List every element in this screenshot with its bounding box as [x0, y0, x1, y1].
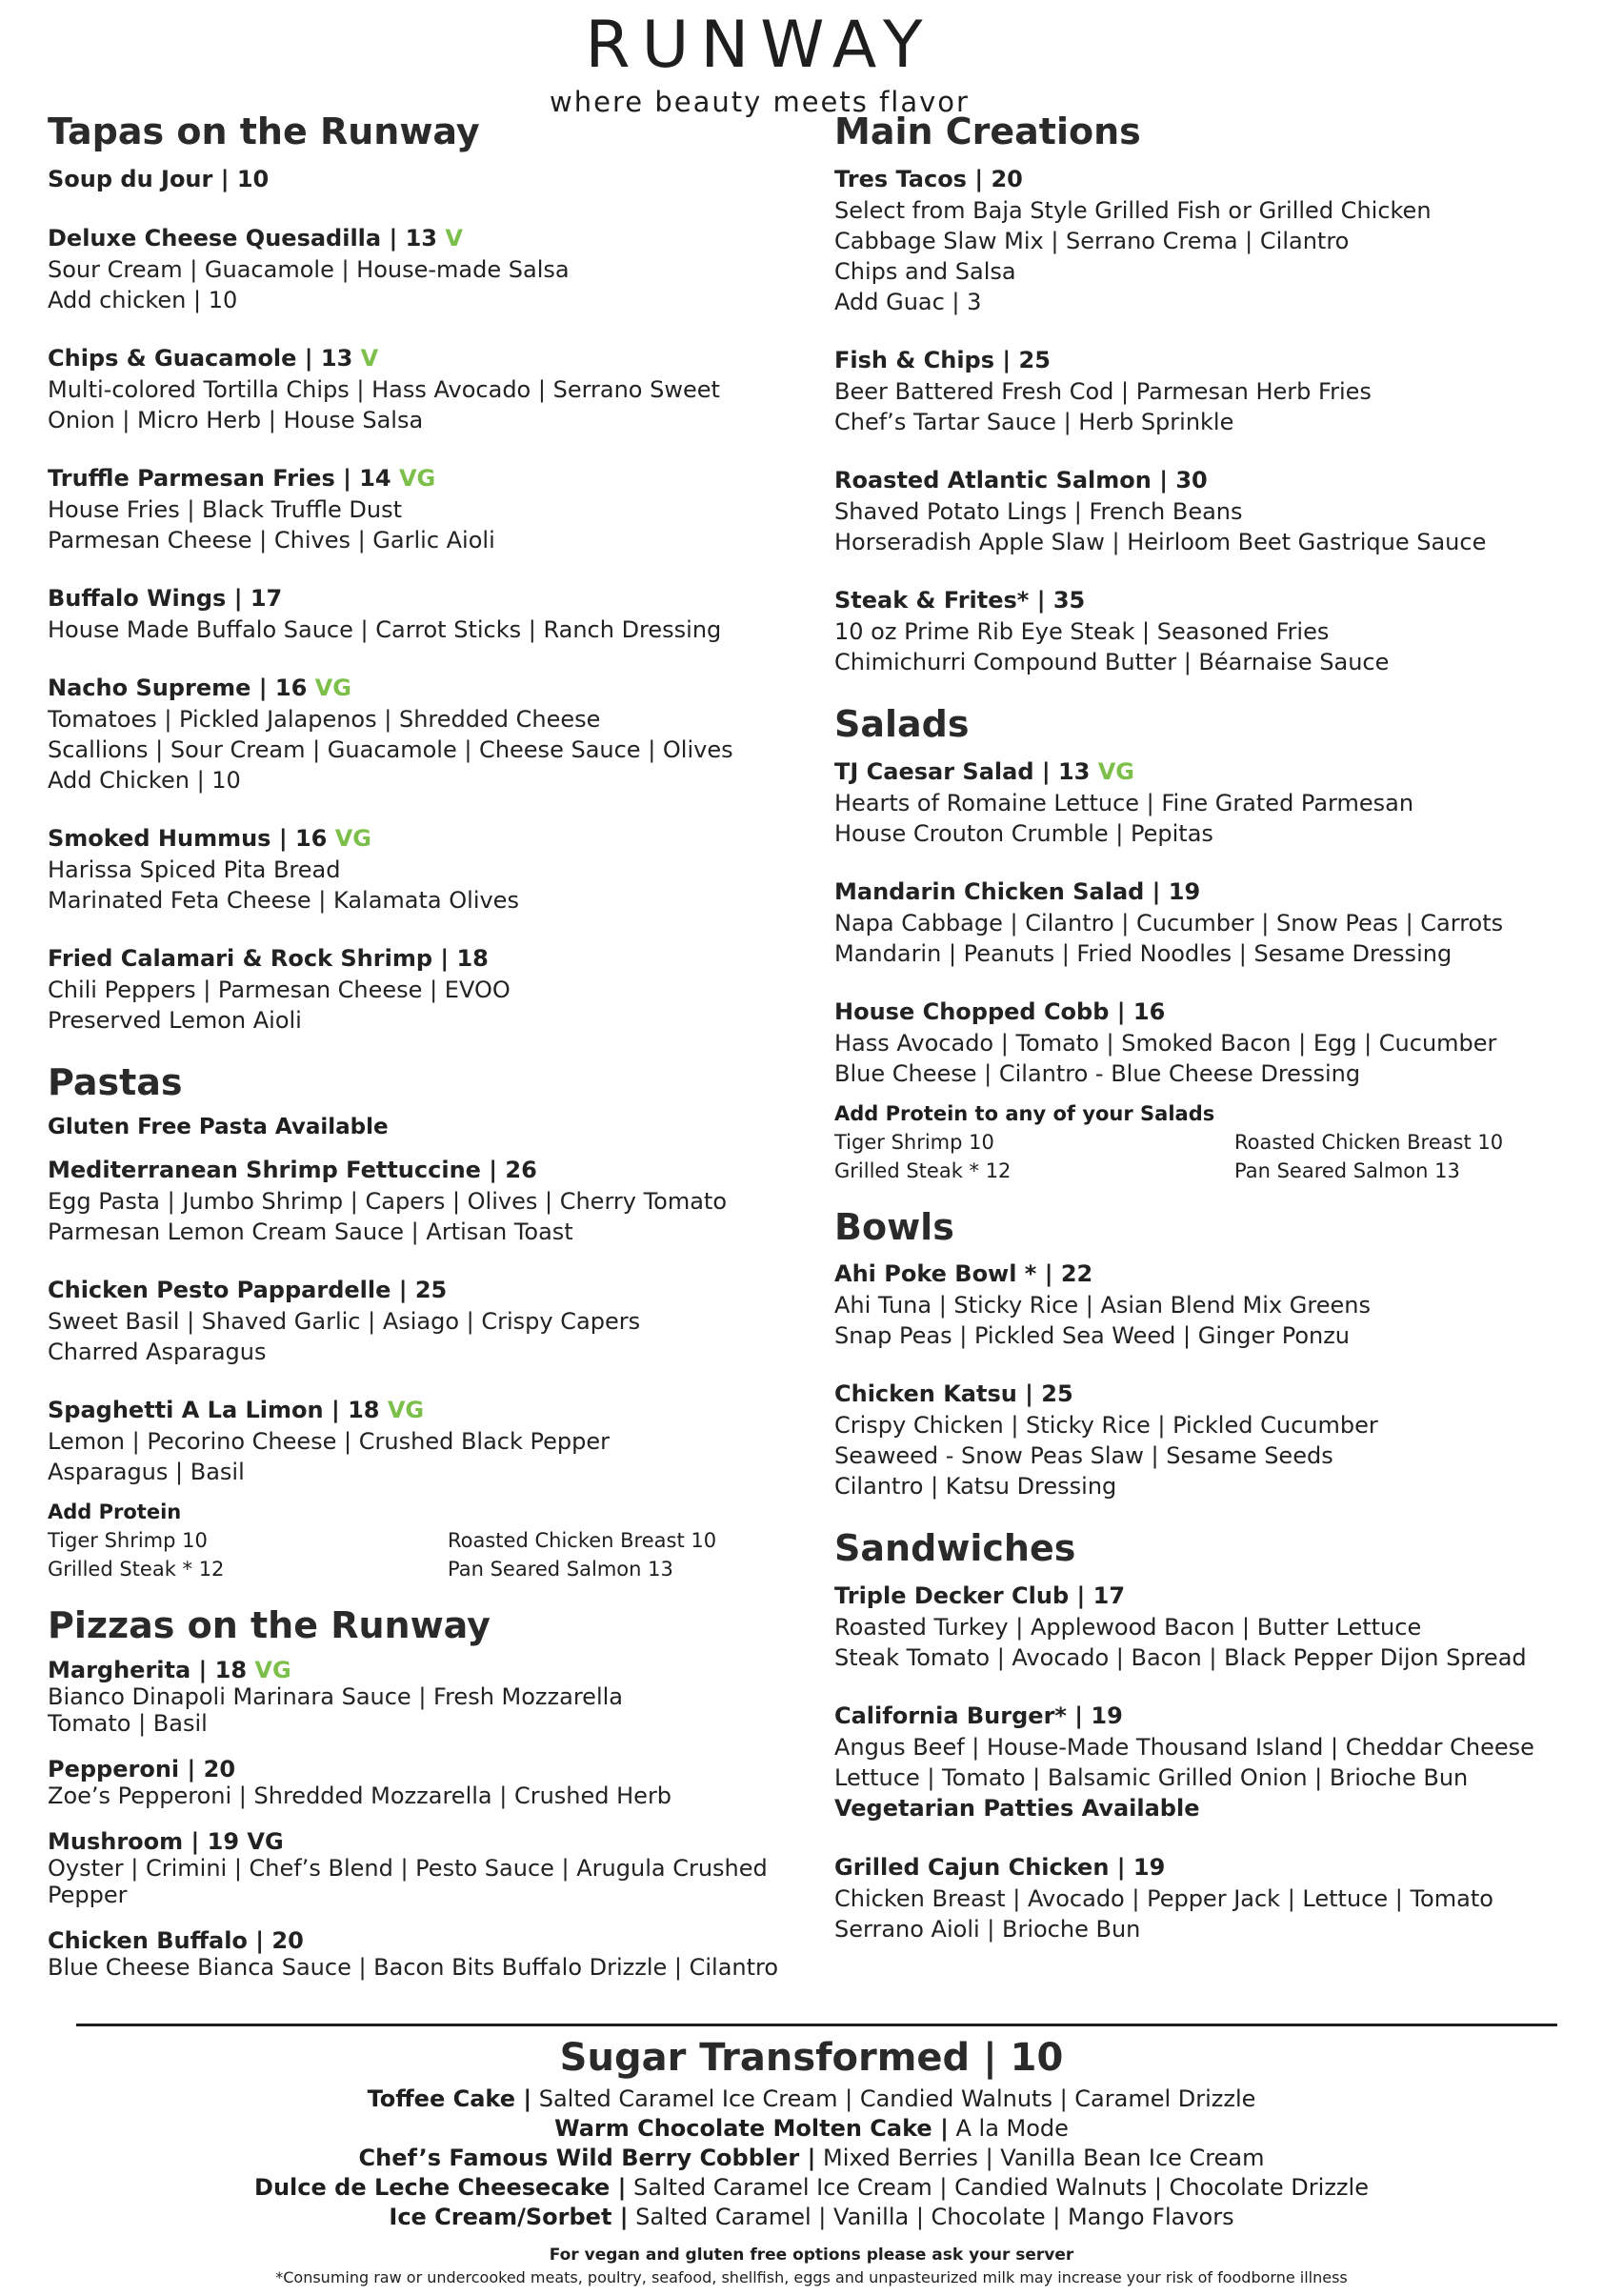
item-note: Vegetarian Patties Available — [834, 1795, 1200, 1823]
menu-section — [48, 1603, 800, 1982]
item-description: Harissa Spiced Pita Bread — [48, 856, 341, 883]
item-description: Blue Cheese | Cilantro - Blue Cheese Dressing — [834, 1059, 1361, 1087]
diet-badge: VG — [1097, 757, 1135, 785]
menu-item — [834, 1581, 1577, 1673]
menu-item — [48, 343, 800, 435]
item-name — [48, 164, 800, 195]
item-title-price: TJ Caesar Salad | 13 — [834, 757, 1098, 785]
item-title-price: Roasted Atlantic Salmon | 30 — [834, 466, 1208, 493]
item-name — [48, 223, 800, 254]
item-title-price: Smoked Hummus | 16 — [48, 824, 335, 852]
item-name — [48, 943, 800, 975]
section-title: Pastas — [48, 1060, 183, 1103]
item-description: Bianco Dinapoli Marinara Sauce | Fresh Mozzarella — [48, 1683, 623, 1711]
item-title-price: Chicken Katsu | 25 — [834, 1380, 1073, 1408]
item-title-price: Mushroom | 19 VG — [48, 1828, 284, 1856]
dessert-description: Mixed Berries | Vanilla Bean Ice Cream — [815, 2145, 1265, 2171]
item-description: House Fries | Black Truffle Dust — [48, 495, 403, 523]
dessert-name: Warm Chocolate Molten Cake | — [554, 2115, 949, 2142]
item-description: Select from Baja Style Grilled Fish or Grilled Chicken — [834, 196, 1432, 224]
item-description: Chili Peppers | Parmesan Cheese | EVOO — [48, 976, 511, 1003]
item-description: Tomatoes | Pickled Jalapenos | Shredded Cheese — [48, 705, 601, 733]
add-protein-grid — [834, 1128, 1577, 1185]
dessert-name: Ice Cream/Sorbet | — [389, 2204, 629, 2230]
menu-item — [48, 823, 800, 916]
menu-item — [834, 997, 1577, 1089]
item-description: Chicken Breast | Avocado | Pepper Jack | Lettuce | Tomato — [834, 1885, 1493, 1913]
add-protein-box — [834, 1099, 1577, 1185]
dessert-item — [0, 2173, 1623, 2203]
item-description: Crispy Chicken | Sticky Rice | Pickled Cucumber — [834, 1412, 1378, 1440]
menu-item — [48, 583, 800, 645]
item-title-price: Tres Tacos | 20 — [834, 165, 1023, 192]
item-description: House Crouton Crumble | Pepitas — [834, 819, 1213, 847]
item-description: Seaweed - Snow Peas Slaw | Sesame Seeds — [834, 1442, 1333, 1470]
add-protein-option: Tiger Shrimp 10 — [834, 1130, 994, 1154]
item-name — [48, 1275, 800, 1306]
item-description: Multi-colored Tortilla Chips | Hass Avocado | Serrano Sweet — [48, 375, 720, 403]
menu-item — [48, 1275, 800, 1367]
item-title-price: Margherita | 18 — [48, 1657, 255, 1684]
item-description: Ahi Tuna | Sticky Rice | Asian Blend Mix Greens — [834, 1292, 1371, 1319]
dessert-section — [0, 2031, 1623, 2286]
item-title-price: Chips & Guacamole | 13 — [48, 344, 361, 372]
item-name — [834, 1581, 1577, 1612]
item-description: Lemon | Pecorino Cheese | Crushed Black Pepper — [48, 1427, 610, 1455]
menu-item — [48, 1395, 800, 1487]
dessert-name: Toffee Cake | — [367, 2085, 532, 2112]
item-name — [834, 1852, 1577, 1883]
item-name — [834, 756, 1577, 788]
item-description: Steak Tomato | Avocado | Bacon | Black Pepper Dijon Spread — [834, 1644, 1527, 1672]
item-name — [834, 876, 1577, 908]
item-name — [834, 585, 1577, 616]
dessert-item — [0, 2203, 1623, 2232]
item-description: Snap Peas | Pickled Sea Weed | Ginger Ponzu — [834, 1322, 1351, 1350]
diet-badge: V — [445, 224, 463, 252]
menu-item — [834, 1701, 1577, 1824]
item-title-price: Pepperoni | 20 — [48, 1756, 236, 1783]
item-description: Cilantro | Katsu Dressing — [834, 1473, 1117, 1500]
menu-section — [834, 1529, 1577, 1944]
section-title: Pizzas on the Runway — [48, 1603, 491, 1646]
item-description: Napa Cabbage | Cilantro | Cucumber | Snow Peas | Carrots — [834, 909, 1504, 937]
item-title-price: Truffle Parmesan Fries | 14 — [48, 464, 399, 492]
item-description: Chips and Salsa — [834, 257, 1016, 285]
brand-header — [0, 8, 1519, 118]
item-description: Onion | Micro Herb | House Salsa — [48, 406, 424, 433]
item-description: Chef’s Tartar Sauce | Herb Sprinkle — [834, 408, 1234, 435]
item-description: Hearts of Romaine Lettuce | Fine Grated Parmesan — [834, 789, 1414, 816]
brand-tagline: where beauty meets flavor — [550, 86, 970, 118]
item-name — [834, 164, 1577, 195]
menu-item — [48, 1756, 800, 1809]
menu-item — [48, 463, 800, 555]
item-name — [834, 1379, 1577, 1410]
menu-section — [834, 112, 1577, 677]
item-title-price: Chicken Pesto Pappardelle | 25 — [48, 1276, 448, 1303]
menu-item — [48, 1657, 800, 1737]
add-protein-option: Grilled Steak * 12 — [48, 1557, 225, 1581]
raw-food-disclaimer: *Consuming raw or undercooked meats, poultry, seafood, shellfish, eggs and unpasteurized milk may increase your risk of foodborne illness — [275, 2268, 1348, 2286]
item-title-price: Mandarin Chicken Salad | 19 — [834, 877, 1201, 905]
item-name — [48, 1756, 800, 1782]
item-name — [834, 1701, 1577, 1732]
section-title: Tapas on the Runway — [48, 111, 480, 152]
menu-item — [48, 164, 800, 195]
section-title: Main Creations — [834, 111, 1141, 152]
item-name — [48, 463, 800, 494]
add-protein-option: Pan Seared Salmon 13 — [1234, 1158, 1460, 1182]
item-title-price: Mediterranean Shrimp Fettuccine | 26 — [48, 1156, 537, 1183]
menu-item — [48, 1155, 800, 1247]
item-description: Add Chicken | 10 — [48, 766, 241, 794]
item-title-price: Fish & Chips | 25 — [834, 346, 1051, 373]
item-title-price: Deluxe Cheese Quesadilla | 13 — [48, 224, 446, 252]
add-protein-title: Add Protein — [48, 1500, 182, 1523]
section-title: Sandwiches — [834, 1527, 1076, 1570]
item-description: Add Guac | 3 — [834, 288, 982, 315]
add-protein-option: Roasted Chicken Breast 10 — [448, 1528, 717, 1552]
dessert-item — [0, 2114, 1623, 2144]
item-description: 10 oz Prime Rib Eye Steak | Seasoned Fries — [834, 617, 1330, 645]
item-description: Preserved Lemon Aioli — [48, 1006, 302, 1034]
right-column — [834, 112, 1577, 1972]
menu-section — [48, 1060, 800, 1583]
menu-item — [834, 585, 1577, 677]
item-description: Oyster | Crimini | Chef’s Blend | Pesto Sauce | Arugula Crushed — [48, 1855, 768, 1883]
dessert-list — [0, 2085, 1623, 2232]
item-description: Tomato | Basil — [48, 1710, 208, 1738]
item-description: Cabbage Slaw Mix | Serrano Crema | Cilantro — [834, 227, 1350, 254]
add-protein-option: Tiger Shrimp 10 — [48, 1528, 208, 1552]
item-description: Chimichurri Compound Butter | Béarnaise Sauce — [834, 648, 1390, 675]
item-description: Zoe’s Pepperoni | Shredded Mozzarella | Crushed Herb — [48, 1782, 672, 1810]
dessert-description: Salted Caramel Ice Cream | Candied Walnuts | Caramel Drizzle — [531, 2085, 1256, 2112]
item-title-price: Steak & Frites* | 35 — [834, 586, 1086, 614]
dessert-item — [0, 2144, 1623, 2173]
dessert-divider — [76, 2024, 1557, 2026]
item-description: Parmesan Cheese | Chives | Garlic Aioli — [48, 526, 495, 554]
diet-badge: VG — [334, 824, 371, 852]
item-name — [48, 1155, 800, 1186]
add-protein-option: Pan Seared Salmon 13 — [448, 1557, 673, 1581]
item-name — [834, 465, 1577, 496]
item-description: Shaved Potato Lings | French Beans — [834, 497, 1243, 525]
item-description: Egg Pasta | Jumbo Shrimp | Capers | Olives | Cherry Tomato — [48, 1187, 728, 1215]
diet-badge: VG — [254, 1657, 291, 1684]
item-title-price: Triple Decker Club | 17 — [834, 1582, 1126, 1610]
item-description: Sweet Basil | Shaved Garlic | Asiago | Crispy Capers — [48, 1307, 641, 1335]
menu-item — [834, 876, 1577, 969]
item-description: Blue Cheese Bianca Sauce | Bacon Bits Buffalo Drizzle | Cilantro — [48, 1954, 779, 1982]
item-description: Horseradish Apple Slaw | Heirloom Beet Gastrique Sauce — [834, 528, 1487, 555]
item-name — [48, 1828, 800, 1855]
item-description: Scallions | Sour Cream | Guacamole | Cheese Sauce | Olives — [48, 735, 733, 763]
menu-item — [48, 223, 800, 315]
item-title-price: House Chopped Cobb | 16 — [834, 997, 1166, 1025]
item-name — [48, 1395, 800, 1426]
section-note: Gluten Free Pasta Available — [48, 1114, 389, 1139]
add-protein-title: Add Protein to any of your Salads — [834, 1101, 1215, 1125]
item-description: Asparagus | Basil — [48, 1458, 245, 1485]
item-description: Roasted Turkey | Applewood Bacon | Butter Lettuce — [834, 1614, 1422, 1641]
item-description: Hass Avocado | Tomato | Smoked Bacon | Egg | Cucumber — [834, 1029, 1497, 1057]
add-protein-grid — [48, 1526, 800, 1583]
item-name — [834, 997, 1577, 1028]
item-name — [834, 1259, 1577, 1290]
menu-item — [834, 1379, 1577, 1501]
add-protein-option: Roasted Chicken Breast 10 — [1234, 1130, 1504, 1154]
menu-item — [834, 465, 1577, 557]
dessert-description: Salted Caramel | Vanilla | Chocolate | Mango Flavors — [628, 2204, 1234, 2230]
dessert-title: Sugar Transformed | 10 — [559, 2036, 1064, 2080]
menu-item — [48, 943, 800, 1036]
section-title: Salads — [834, 702, 970, 745]
item-description: Pepper — [48, 1882, 128, 1909]
item-description: Add chicken | 10 — [48, 286, 238, 313]
dessert-name: Chef’s Famous Wild Berry Cobbler | — [358, 2145, 816, 2171]
add-protein-option: Grilled Steak * 12 — [834, 1158, 1012, 1182]
menu-section — [834, 702, 1577, 1185]
item-title-price: Spaghetti A La Limon | 18 — [48, 1396, 388, 1423]
menu-item — [48, 673, 800, 796]
item-title-price: Buffalo Wings | 17 — [48, 584, 283, 612]
diet-badge: VG — [387, 1396, 425, 1423]
dessert-name: Dulce de Leche Cheesecake | — [254, 2174, 627, 2201]
item-name — [834, 345, 1577, 376]
section-title: Bowls — [834, 1205, 954, 1248]
item-description: Charred Asparagus — [48, 1338, 267, 1365]
item-description: Marinated Feta Cheese | Kalamata Olives — [48, 886, 519, 914]
item-description: Lettuce | Tomato | Balsamic Grilled Onion | Brioche Bun — [834, 1764, 1469, 1792]
menu-item — [834, 1259, 1577, 1351]
add-protein-box — [48, 1498, 800, 1583]
item-name — [48, 343, 800, 374]
vegan-note: For vegan and gluten free options please ask your server — [549, 2246, 1074, 2265]
menu-section — [48, 112, 800, 1036]
menu-item — [834, 1852, 1577, 1944]
item-title-price: Grilled Cajun Chicken | 19 — [834, 1854, 1166, 1882]
item-title-price: Fried Calamari & Rock Shrimp | 18 — [48, 944, 489, 972]
item-title-price: Ahi Poke Bowl * | 22 — [834, 1260, 1093, 1288]
item-title-price: California Burger* | 19 — [834, 1702, 1123, 1730]
menu-item — [48, 1828, 800, 1908]
left-column — [48, 112, 800, 2000]
item-title-price: Chicken Buffalo | 20 — [48, 1927, 304, 1955]
item-title-price: Nacho Supreme | 16 — [48, 674, 315, 701]
menu-item — [834, 756, 1577, 849]
item-description: Sour Cream | Guacamole | House-made Salsa — [48, 255, 570, 283]
item-description: Parmesan Lemon Cream Sauce | Artisan Toast — [48, 1218, 573, 1245]
dessert-item — [0, 2085, 1623, 2114]
dessert-description: Salted Caramel Ice Cream | Candied Walnuts | Chocolate Drizzle — [626, 2174, 1369, 2201]
menu-item — [48, 1927, 800, 1981]
item-name — [48, 583, 800, 614]
item-description: Angus Beef | House-Made Thousand Island | Cheddar Cheese — [834, 1734, 1534, 1762]
item-description: House Made Buffalo Sauce | Carrot Sticks | Ranch Dressing — [48, 615, 722, 643]
diet-badge: VG — [398, 464, 436, 492]
item-name — [48, 1927, 800, 1954]
item-name — [48, 1657, 800, 1683]
brand-logo: RUNWAY — [585, 8, 934, 83]
diet-badge: V — [360, 344, 379, 372]
item-name — [48, 823, 800, 855]
item-description: Serrano Aioli | Brioche Bun — [834, 1916, 1141, 1944]
item-description: Mandarin | Peanuts | Fried Noodles | Sesame Dressing — [834, 939, 1453, 967]
item-title-price: Soup du Jour | 10 — [48, 165, 270, 192]
diet-badge: VG — [314, 674, 351, 701]
menu-section — [834, 1205, 1577, 1502]
dessert-description: A la Mode — [948, 2115, 1069, 2142]
item-name — [48, 673, 800, 704]
item-description: Beer Battered Fresh Cod | Parmesan Herb Fries — [834, 377, 1372, 405]
menu-item — [834, 164, 1577, 317]
menu-item — [834, 345, 1577, 437]
